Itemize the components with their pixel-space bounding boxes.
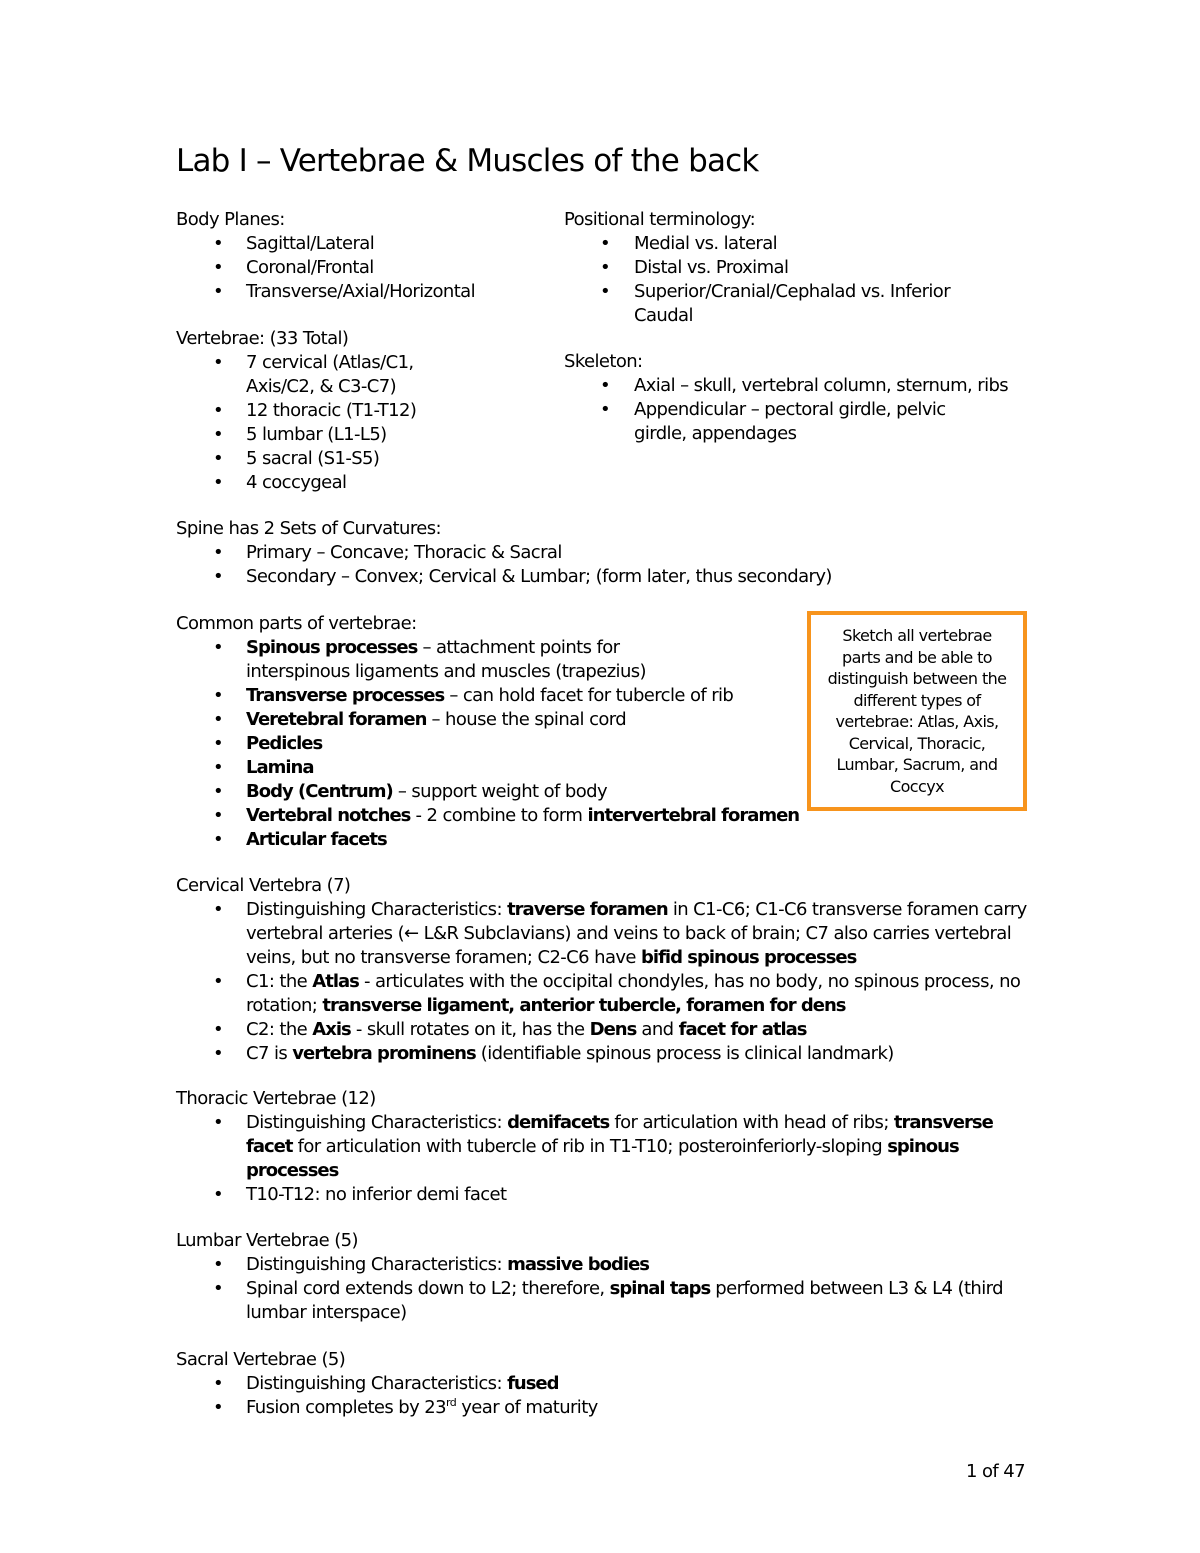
page-title: Lab I – Vertebrae & Muscles of the back bbox=[176, 143, 759, 179]
thoracic-section bbox=[176, 1087, 1006, 1207]
skeleton-heading: Skeleton: bbox=[564, 351, 643, 372]
term-bold: bifid spinous processes bbox=[641, 947, 857, 968]
list-item bbox=[176, 636, 726, 684]
body-planes-heading: Body Planes: bbox=[176, 209, 285, 230]
list-item: • Sagittal/Lateral bbox=[176, 232, 536, 256]
list-item bbox=[176, 970, 1036, 1018]
term-text: C2: the bbox=[246, 1019, 313, 1040]
term-text: - articulates with the occipital chondyles, has no body, no spinous process, no rotation; bbox=[246, 971, 1021, 1016]
superscript: rd bbox=[445, 1396, 457, 1409]
curvatures-section bbox=[176, 517, 1036, 589]
term-text: C1: the bbox=[246, 971, 313, 992]
list-item: • Primary – Concave; Thoracic & Sacral bbox=[176, 541, 1036, 565]
term-bold: Body (Centrum) bbox=[246, 781, 393, 802]
list-item bbox=[176, 1018, 1036, 1042]
list-item: • 7 cervical (Atlas/C1, Axis/C2, & C3-C7) bbox=[176, 351, 446, 399]
positional-section bbox=[564, 208, 984, 328]
sacral-heading: Sacral Vertebrae (5) bbox=[176, 1349, 346, 1370]
term-text: - skull rotates on it, has the bbox=[350, 1019, 590, 1040]
list-item bbox=[176, 756, 786, 780]
thoracic-heading: Thoracic Vertebrae (12) bbox=[176, 1088, 376, 1109]
term-text: Distinguishing Characteristics: bbox=[246, 899, 508, 920]
common-parts-list bbox=[176, 636, 800, 852]
term-text: - 2 combine to form bbox=[410, 805, 588, 826]
list-item bbox=[176, 780, 786, 804]
list-item: • 4 coccygeal bbox=[176, 471, 446, 495]
vertebrae-heading: Vertebrae: (33 Total) bbox=[176, 328, 349, 349]
common-parts-heading: Common parts of vertebrae: bbox=[176, 613, 417, 634]
term-bold: facet for atlas bbox=[678, 1019, 807, 1040]
term-bold: Atlas bbox=[312, 971, 359, 992]
skeleton-list bbox=[564, 374, 1034, 446]
list-item bbox=[176, 1396, 1036, 1420]
term-bold: demifacets bbox=[507, 1112, 610, 1133]
cervical-list bbox=[176, 898, 1036, 1066]
term-text: Distinguishing Characteristics: bbox=[246, 1373, 508, 1394]
sacral-section bbox=[176, 1348, 1036, 1420]
list-item bbox=[176, 828, 786, 852]
term-bold: massive bodies bbox=[507, 1254, 649, 1275]
list-item bbox=[176, 1183, 1006, 1207]
list-item bbox=[176, 684, 786, 708]
cervical-section bbox=[176, 874, 1036, 1066]
term-text: – can hold facet for tubercle of rib bbox=[444, 685, 734, 706]
list-item bbox=[176, 708, 786, 732]
cervical-heading: Cervical Vertebra (7) bbox=[176, 875, 351, 896]
sacral-list bbox=[176, 1372, 1036, 1420]
sketch-callout-box: Sketch all vertebrae parts and be able to distinguish between the different types of vertebrae: Atlas, Axis, Cervical, Thoracic, Lumbar, Sacrum, and Coccyx bbox=[807, 611, 1027, 811]
term-bold: spinous processes bbox=[246, 1136, 959, 1181]
list-item: • Transverse/Axial/Horizontal bbox=[176, 280, 536, 304]
term-bold: Spinous processes bbox=[246, 637, 418, 658]
list-item bbox=[176, 898, 1036, 970]
term-bold: transverse ligament, anterior tubercle, foramen for dens bbox=[322, 995, 846, 1016]
term-bold: traverse foramen bbox=[507, 899, 668, 920]
vertebrae-list bbox=[176, 351, 446, 495]
term-bold: Veretebral foramen bbox=[246, 709, 427, 730]
term-bold: Vertebral notches bbox=[246, 805, 411, 826]
list-item bbox=[176, 804, 800, 828]
term-text: – attachment points for interspinous ligaments and muscles (trapezius) bbox=[246, 637, 646, 682]
body-planes-list bbox=[176, 232, 536, 304]
positional-list bbox=[564, 232, 984, 328]
list-item: • Secondary – Convex; Cervical & Lumbar; (form later, thus secondary) bbox=[176, 565, 1036, 589]
list-item: • Coronal/Frontal bbox=[176, 256, 536, 280]
term-text: (identifiable spinous process is clinical landmark) bbox=[475, 1043, 894, 1064]
list-item bbox=[176, 1042, 1036, 1066]
term-text: Distinguishing Characteristics: bbox=[246, 1254, 508, 1275]
list-item: • Superior/Cranial/Cephalad vs. Inferior Caudal bbox=[564, 280, 984, 328]
positional-heading: Positional terminology: bbox=[564, 209, 756, 230]
list-item bbox=[176, 1253, 1036, 1277]
vertebrae-section bbox=[176, 327, 446, 495]
term-text: T10-T12: no inferior demi facet bbox=[246, 1184, 507, 1205]
list-item: • Medial vs. lateral bbox=[564, 232, 984, 256]
list-item bbox=[176, 1277, 1036, 1325]
lumbar-heading: Lumbar Vertebrae (5) bbox=[176, 1230, 358, 1251]
list-item bbox=[176, 732, 786, 756]
term-text: performed between L3 & L4 (third lumbar interspace) bbox=[246, 1278, 1003, 1323]
common-parts-section bbox=[176, 612, 800, 852]
list-item: • 12 thoracic (T1-T12) bbox=[176, 399, 446, 423]
term-text: and bbox=[636, 1019, 679, 1040]
term-bold: Dens bbox=[589, 1019, 637, 1040]
term-bold: Axis bbox=[312, 1019, 351, 1040]
term-text: C7 is bbox=[246, 1043, 293, 1064]
term-text: year of maturity bbox=[456, 1397, 598, 1418]
term-bold: fused bbox=[507, 1373, 559, 1394]
body-planes-section bbox=[176, 208, 536, 304]
list-item: • 5 lumbar (L1-L5) bbox=[176, 423, 446, 447]
term-text: for articulation with head of ribs; bbox=[609, 1112, 894, 1133]
term-bold: vertebra prominens bbox=[292, 1043, 476, 1064]
skeleton-section bbox=[564, 350, 1034, 446]
term-bold: transverse facet bbox=[246, 1112, 993, 1157]
lumbar-section bbox=[176, 1229, 1036, 1325]
list-item: • Distal vs. Proximal bbox=[564, 256, 984, 280]
list-item: • Appendicular – pectoral girdle, pelvic girdle, appendages bbox=[564, 398, 974, 446]
term-bold: Transverse processes bbox=[246, 685, 445, 706]
term-text: for articulation with tubercle of rib in T1-T10; posteroinferiorly-sloping bbox=[292, 1136, 888, 1157]
term-text: – house the spinal cord bbox=[426, 709, 627, 730]
term-text: Distinguishing Characteristics: bbox=[246, 1112, 508, 1133]
list-item: • 5 sacral (S1-S5) bbox=[176, 447, 446, 471]
term-bold: Pedicles bbox=[246, 733, 323, 754]
list-item: • Axial – skull, vertebral column, sternum, ribs bbox=[564, 374, 1034, 398]
list-item bbox=[176, 1111, 1006, 1183]
lumbar-list bbox=[176, 1253, 1036, 1325]
page-number: 1 of 47 bbox=[966, 1461, 1025, 1482]
list-item bbox=[176, 1372, 1036, 1396]
term-bold: intervertebral foramen bbox=[587, 805, 800, 826]
term-bold: Lamina bbox=[246, 757, 314, 778]
term-bold: spinal taps bbox=[609, 1278, 711, 1299]
term-bold: Articular facets bbox=[246, 829, 387, 850]
term-text: Fusion completes by 23 bbox=[246, 1397, 446, 1418]
curvatures-list bbox=[176, 541, 1036, 589]
curvatures-heading: Spine has 2 Sets of Curvatures: bbox=[176, 518, 441, 539]
term-text: Spinal cord extends down to L2; therefore, bbox=[246, 1278, 610, 1299]
term-text: – support weight of body bbox=[392, 781, 607, 802]
term-text: in C1-C6; C1-C6 transverse foramen carry vertebral arteries (← L&R Subclavians) and veins to back of brain; C7 also carries vertebral veins, but no transverse foramen; C2-C6 have bbox=[246, 899, 1027, 968]
thoracic-list bbox=[176, 1111, 1006, 1207]
